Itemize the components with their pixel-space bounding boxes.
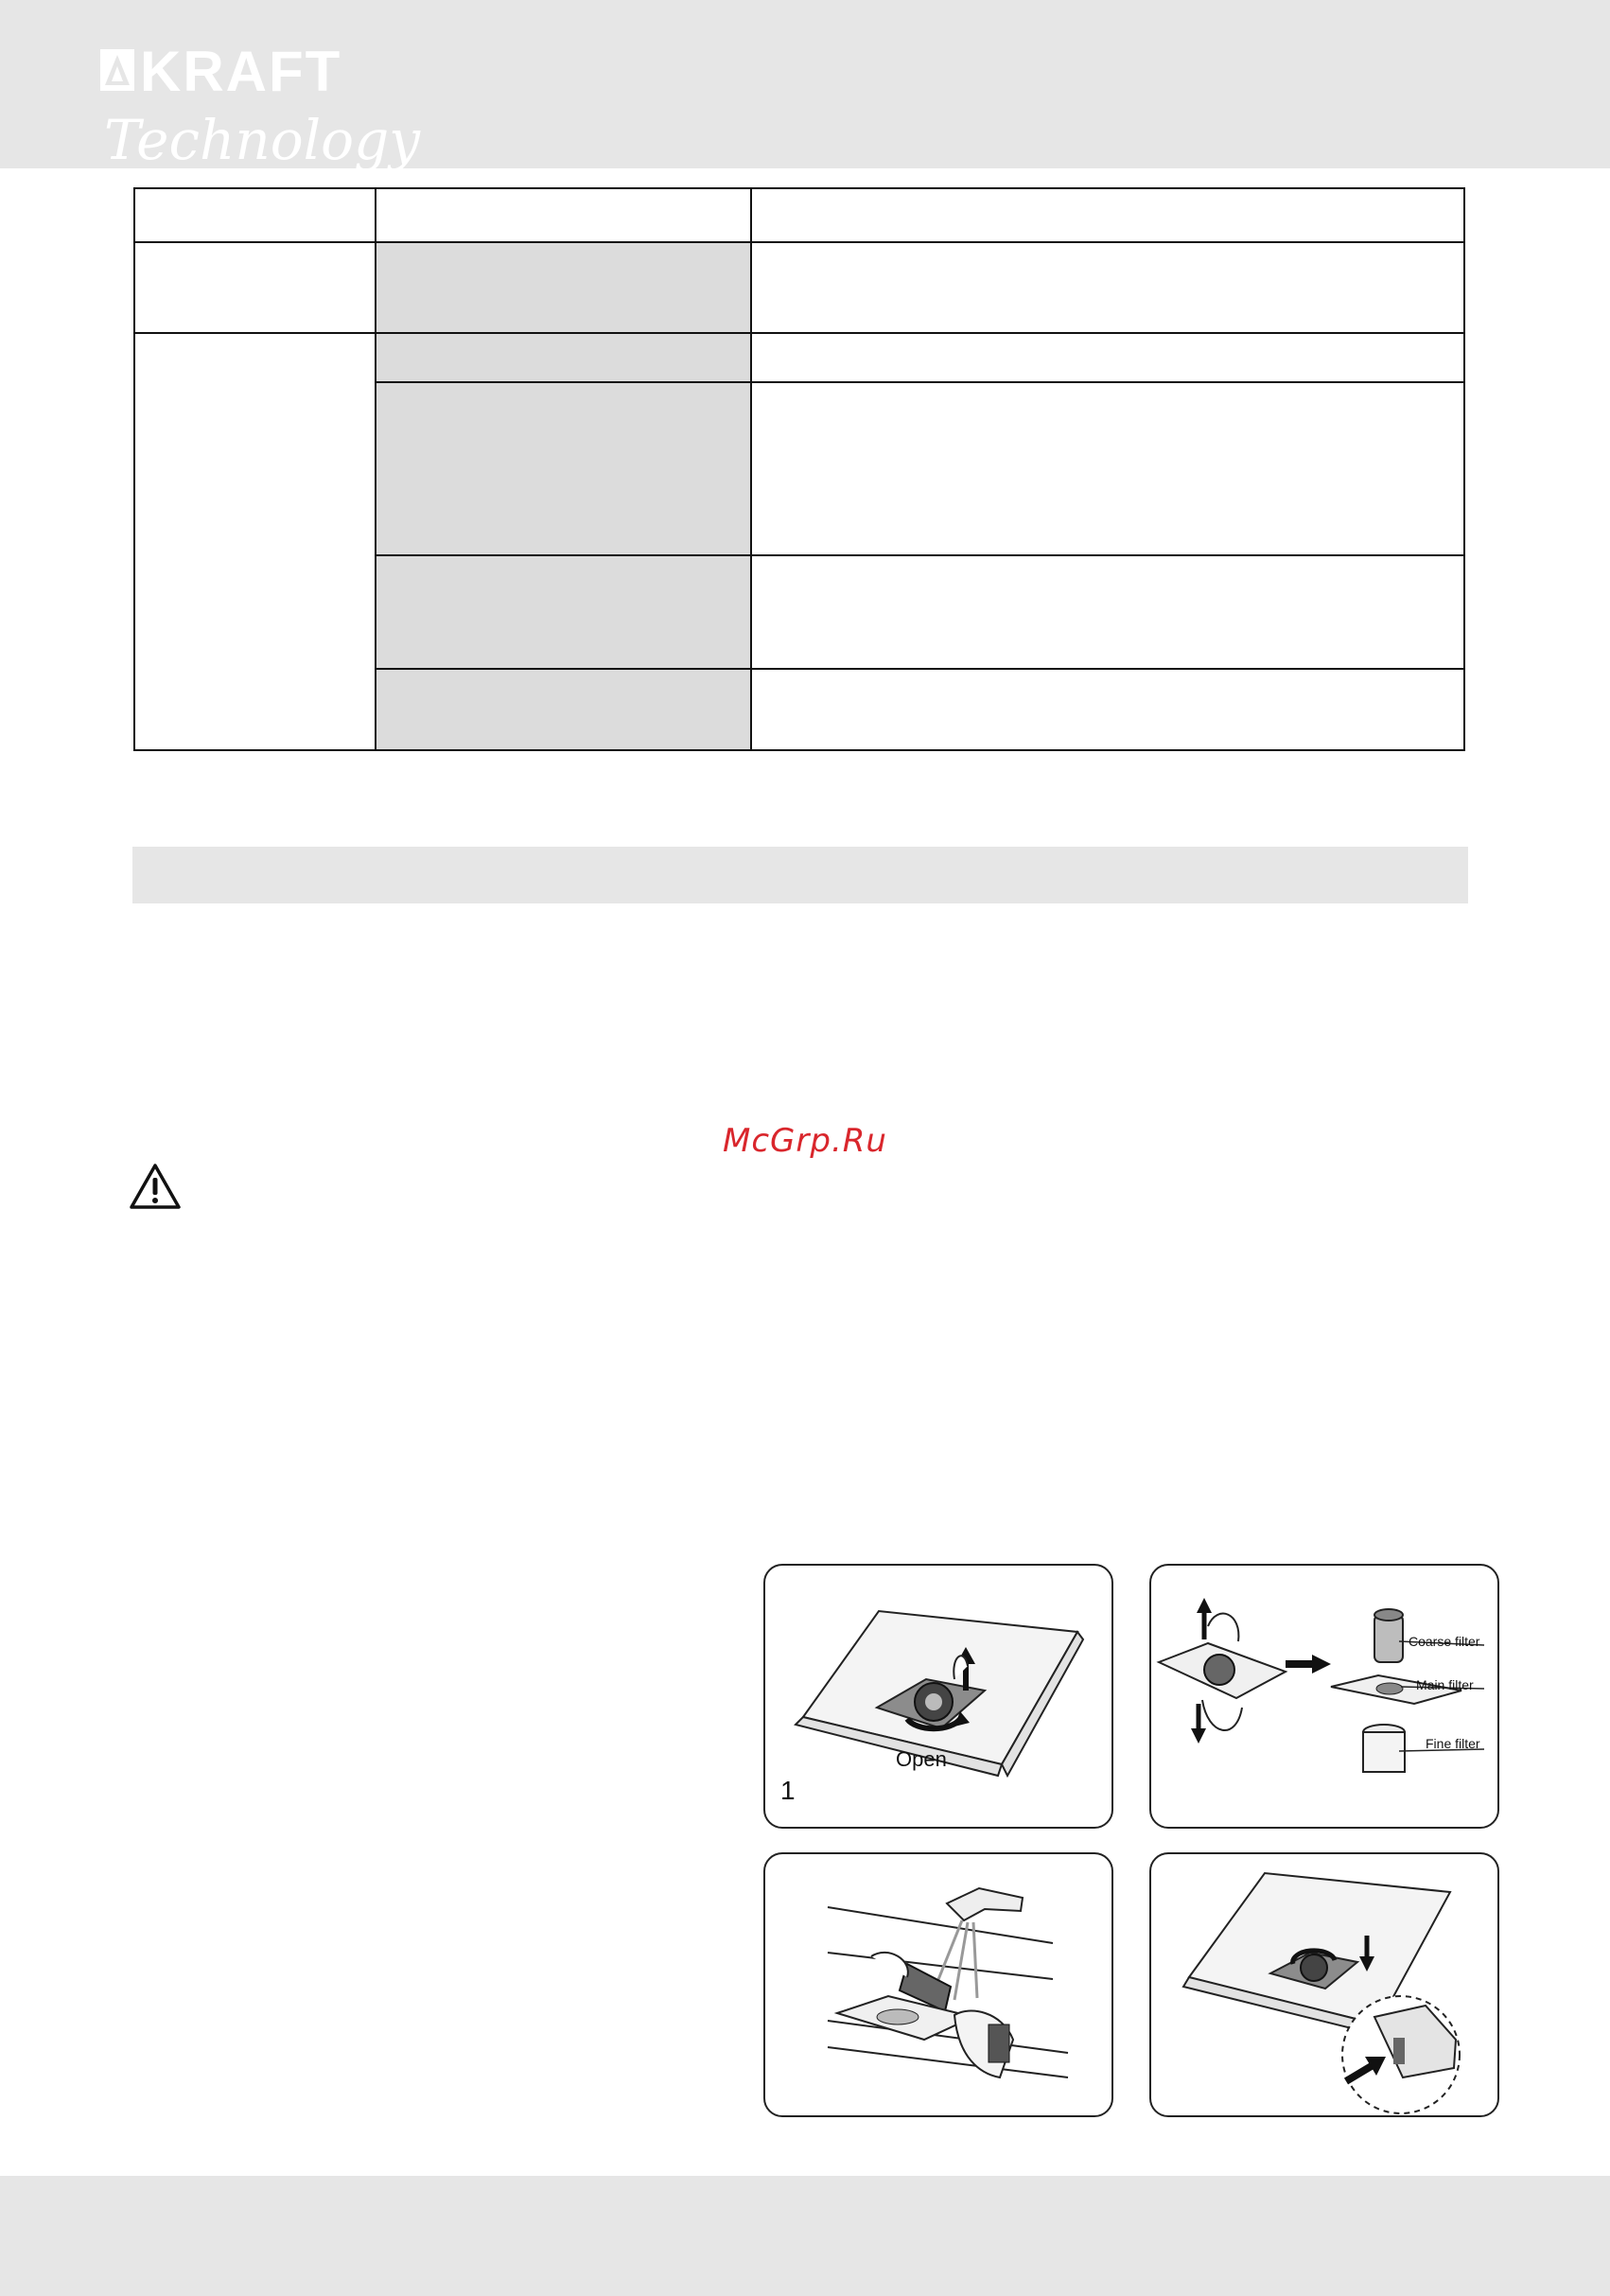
problem-cell: [134, 242, 376, 333]
coarse-filter-label: Coarse filter: [1409, 1634, 1480, 1649]
open-label: Open: [896, 1747, 947, 1771]
solution-cell: [751, 555, 1464, 669]
solution-cell: [751, 333, 1464, 382]
filter-parts-panel: [1149, 1564, 1499, 1829]
solution-cell: [751, 669, 1464, 750]
header-cell-cause: [376, 188, 751, 242]
logo-tagline: Technology: [104, 108, 420, 170]
solution-cell: [751, 242, 1464, 333]
cause-cell: [376, 382, 751, 555]
logo-wordmark: KRAFT: [140, 44, 342, 103]
filter-step-1-panel: [763, 1564, 1113, 1829]
header-cell-solution: [751, 188, 1464, 242]
cause-cell: [376, 333, 751, 382]
reinstall-filter-panel: [1149, 1852, 1499, 2117]
table-row: [134, 333, 1464, 382]
table-header-row: [134, 188, 1464, 242]
cause-cell: [376, 669, 751, 750]
troubleshooting-table: [133, 187, 1465, 751]
warning-icon: [129, 1162, 182, 1211]
main-filter-label: Main filter: [1416, 1677, 1474, 1692]
filter-assembly-illustration: [1151, 1566, 1497, 1827]
reinstall-filter-illustration: [1151, 1854, 1497, 2115]
step-number: 1: [780, 1776, 796, 1805]
problem-cell: [134, 333, 376, 750]
kraft-technology-logo: [98, 44, 477, 170]
header-cell-problem: [134, 188, 376, 242]
fine-filter-label: Fine filter: [1426, 1736, 1480, 1751]
table-row: [134, 242, 1464, 333]
footer-band: [0, 2176, 1610, 2296]
rinse-filter-illustration: [765, 1854, 1111, 2115]
rinse-filter-panel: [763, 1852, 1113, 2117]
watermark-link[interactable]: McGrp.Ru: [723, 1122, 887, 1160]
cause-cell: [376, 555, 751, 669]
section-heading-band: [132, 847, 1468, 903]
solution-cell: [751, 382, 1464, 555]
cause-cell: [376, 242, 751, 333]
open-filter-illustration: [765, 1566, 1111, 1827]
